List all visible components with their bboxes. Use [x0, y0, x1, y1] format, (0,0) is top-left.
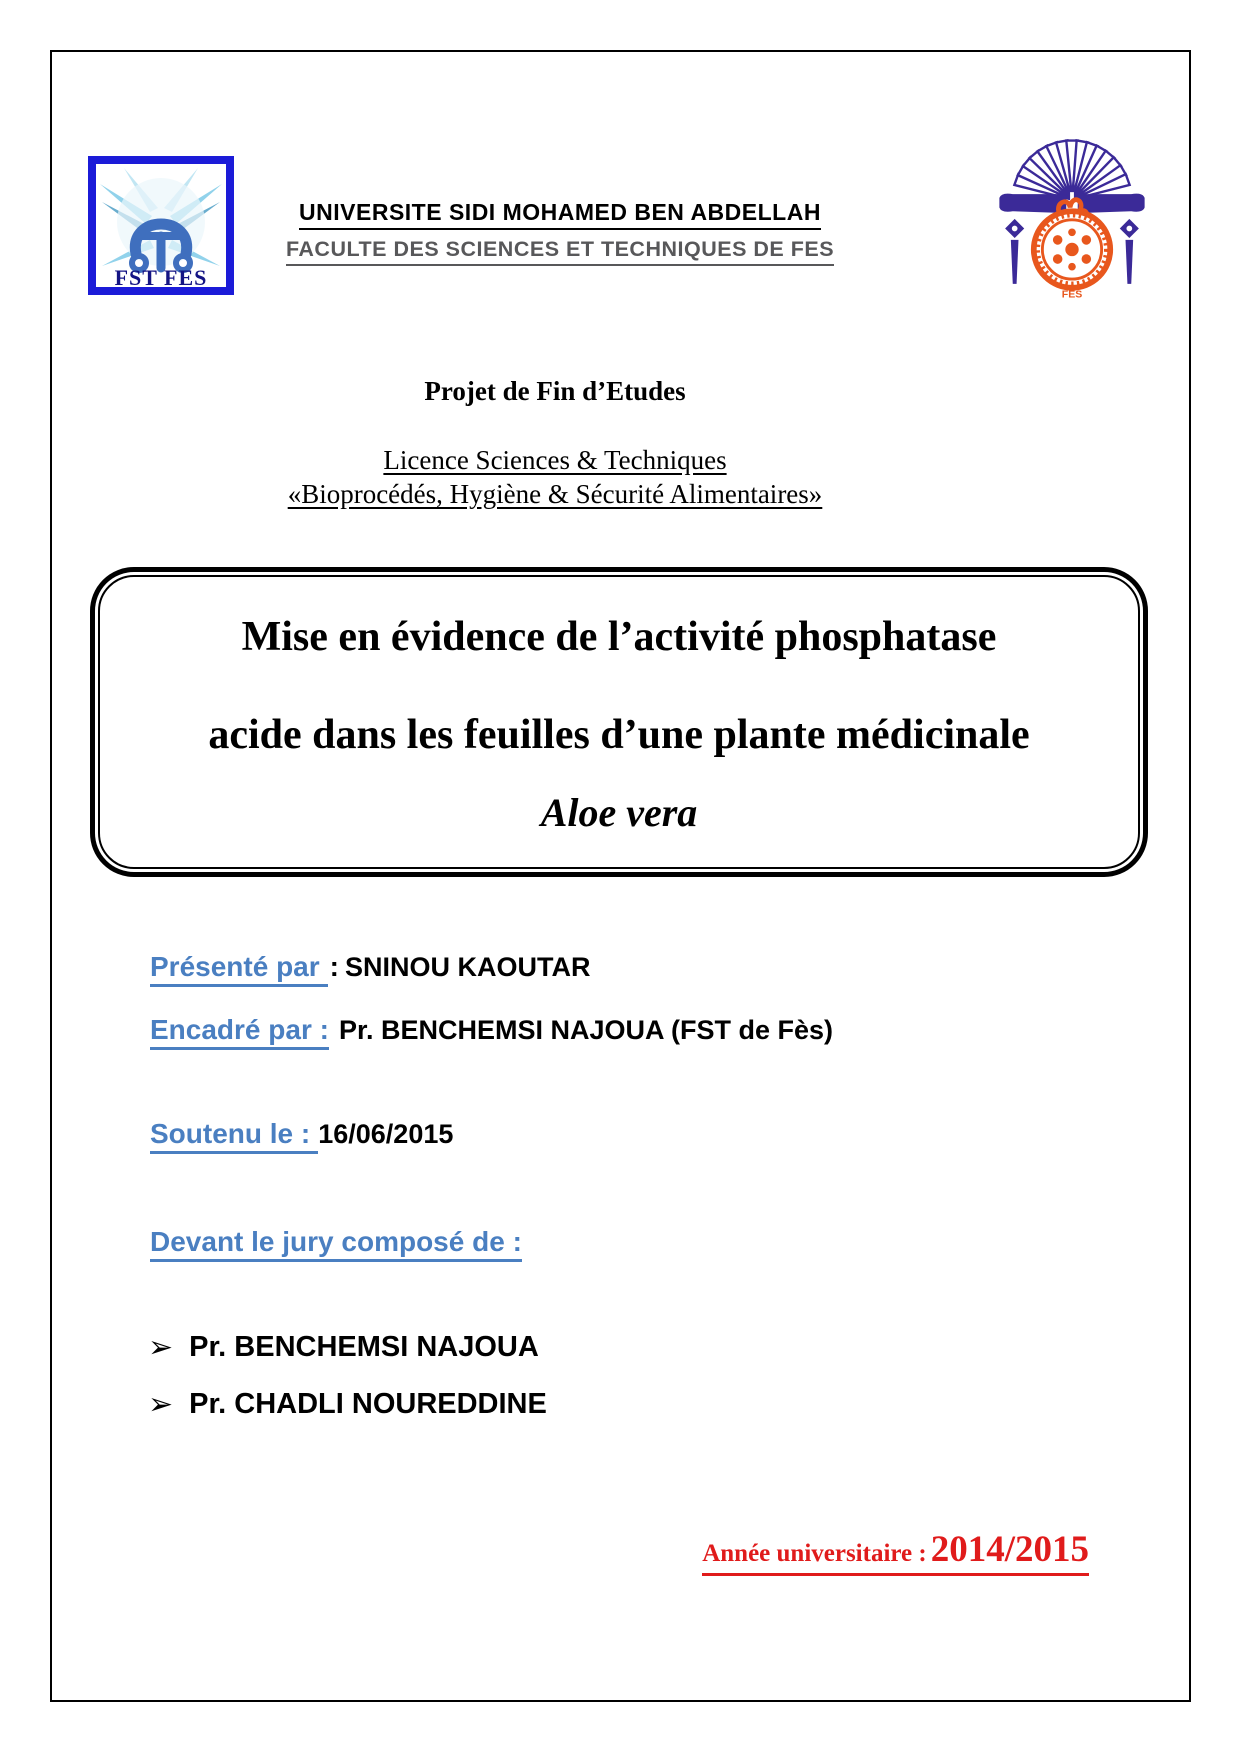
- project-type: Projet de Fin d’Etudes: [424, 376, 686, 406]
- university-name: UNIVERSITE SIDI MOHAMED BEN ABDELLAH: [299, 198, 821, 230]
- arrowhead-bullet-icon: ➢: [148, 1330, 174, 1364]
- header-block: [240, 198, 880, 266]
- fst-fes-logo-icon: [88, 156, 234, 295]
- thesis-title-box-inner: [98, 575, 1140, 869]
- thesis-title-box: [90, 567, 1148, 877]
- degree-name: Licence Sciences & Techniques: [383, 445, 727, 475]
- presented-by-colon: :: [329, 951, 339, 982]
- jury-member-row: [148, 1388, 547, 1421]
- presented-by-label: Présenté par: [150, 951, 328, 987]
- jury-heading-label: Devant le jury composé de :: [150, 1226, 522, 1262]
- supervisor-value: Pr. BENCHEMSI NAJOUA (FST de Fès): [338, 1015, 834, 1045]
- academic-year-value: 2014/2015: [930, 1529, 1089, 1570]
- thesis-title-line2: acide dans les feuilles d’une plante médicinale: [208, 712, 1030, 758]
- academic-year-label: Année universitaire :: [702, 1540, 927, 1567]
- jury-member-name: Pr. CHADLI NOUREDDINE: [189, 1388, 547, 1420]
- arrowhead-bullet-icon: ➢: [148, 1387, 174, 1421]
- supervisor-row: [150, 1014, 833, 1046]
- presented-by-row: [150, 951, 590, 983]
- fst-fes-logo-graphic: [88, 156, 234, 295]
- thesis-title-species: Aloe vera: [540, 790, 698, 835]
- defense-date-row: [150, 1118, 453, 1150]
- jury-heading: [150, 1226, 522, 1258]
- jury-member-row: [148, 1331, 539, 1364]
- fst-logo-caption: FST FES: [114, 265, 208, 290]
- specialty-name: «Bioprocédés, Hygiène & Sécurité Alimentaires»: [287, 479, 823, 509]
- university-seal-icon: [986, 130, 1158, 304]
- faculty-name: FACULTE DES SCIENCES ET TECHNIQUES DE FES: [286, 236, 834, 266]
- presented-by-value: SNINOU KAOUTAR: [344, 952, 591, 982]
- academic-year: [702, 1528, 1089, 1576]
- seal-caption: FES: [1061, 288, 1083, 301]
- defense-date-label: Soutenu le :: [150, 1118, 318, 1154]
- jury-member-name: Pr. BENCHEMSI NAJOUA: [189, 1331, 539, 1363]
- supervisor-label: Encadré par :: [150, 1014, 329, 1050]
- defense-date-value: 16/06/2015: [318, 1119, 454, 1149]
- thesis-title-line1: Mise en évidence de l’activité phosphatase: [241, 614, 997, 660]
- university-seal-graphic: [986, 130, 1158, 304]
